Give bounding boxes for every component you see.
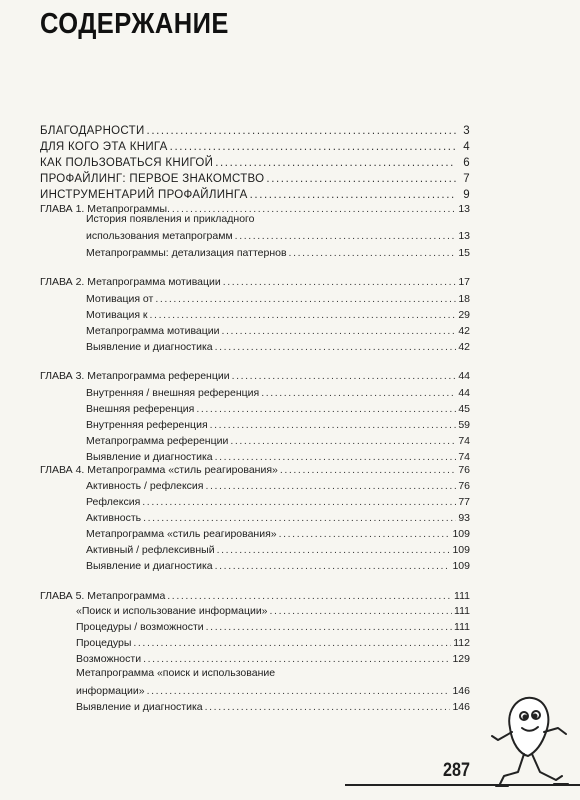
dot-leader	[155, 293, 456, 305]
dot-leader	[215, 341, 456, 353]
toc-entry-title: «Поиск и использование информации»	[76, 605, 268, 617]
toc-entry-title: Возможности	[76, 653, 142, 665]
toc-entry	[86, 560, 470, 572]
toc-entry-title: Активность	[86, 512, 142, 524]
toc-entry-page: 146	[452, 701, 470, 713]
toc-entry-page: 13	[458, 230, 470, 242]
toc-entry	[86, 451, 470, 463]
toc-entry-title: Выявление и диагностика	[76, 701, 203, 713]
toc-entry	[86, 512, 470, 524]
toc-entry-title: Внутренняя / внешняя референция	[86, 387, 260, 399]
toc-entry	[40, 464, 470, 476]
dot-leader	[196, 403, 456, 415]
toc-entry-title: Выявление и диагностика	[86, 560, 213, 572]
toc-entry-title: Выявление и диагностика	[86, 451, 213, 463]
toc-entry-page: 76	[458, 464, 470, 476]
toc-entry-page: 15	[458, 247, 470, 259]
toc-entry	[40, 276, 470, 288]
dot-leader	[170, 141, 456, 153]
toc-entry-title: Метапрограмма референции	[86, 435, 229, 447]
toc-entry-page: 111	[454, 590, 470, 602]
toc-entry-title: Процедуры	[76, 637, 132, 649]
toc-entry	[86, 544, 470, 556]
toc-entry-title: Мотивация к	[86, 309, 148, 321]
toc-entry-title: ИНСТРУМЕНТАРИЙ ПРОФАЙЛИНГА	[40, 189, 248, 201]
dot-leader	[147, 125, 456, 137]
toc-entry-title: ГЛАВА 4. Метапрограмма «стиль реагирования»	[40, 464, 278, 476]
toc-entry	[86, 247, 470, 259]
toc-entry	[86, 496, 470, 508]
toc-entry-title: Метапрограммы: детализация паттернов	[86, 247, 287, 259]
toc-entry-page: 76	[458, 480, 470, 492]
dot-leader	[235, 230, 456, 242]
dot-leader	[142, 496, 456, 508]
toc-entry-page: 109	[452, 560, 470, 572]
toc-entry	[76, 605, 470, 617]
toc-entry-page: 93	[458, 512, 470, 524]
toc-entry-page: 6	[463, 157, 470, 169]
dot-leader	[250, 189, 456, 201]
dot-leader	[205, 480, 456, 492]
toc-entry-title: Метапрограмма мотивации	[86, 325, 220, 337]
toc-entry-page: 44	[458, 387, 470, 399]
toc-entry-title: использования метапрограмм	[86, 230, 233, 242]
dot-leader	[223, 276, 456, 288]
toc-entry-page: 29	[458, 309, 470, 321]
toc-entry	[86, 435, 470, 447]
dot-leader	[280, 464, 456, 476]
dot-leader	[289, 247, 456, 259]
toc-entry-title: ПРОФАЙЛИНГ: ПЕРВОЕ ЗНАКОМСТВО	[40, 173, 265, 185]
toc-entry	[40, 173, 470, 185]
toc-entry-title: Мотивация от	[86, 293, 154, 305]
toc-entry-page: 109	[452, 544, 470, 556]
toc-entry	[40, 370, 470, 382]
dot-leader	[215, 451, 456, 463]
toc-entry-title: БЛАГОДАРНОСТИ	[40, 125, 145, 137]
toc-entry-title: ДЛЯ КОГО ЭТА КНИГА	[40, 141, 168, 153]
dot-leader	[279, 528, 451, 540]
toc-entry	[76, 653, 470, 665]
toc-entry-title: Процедуры / возможности	[76, 621, 204, 633]
dot-leader	[232, 370, 456, 382]
toc-entry	[86, 230, 470, 242]
page-number: 287	[443, 760, 470, 781]
toc-entry	[76, 685, 470, 697]
toc-entry	[76, 621, 470, 633]
dot-leader	[215, 157, 456, 169]
toc-entry-page: 59	[458, 419, 470, 431]
page-title: СОДЕРЖАНИЕ	[40, 8, 229, 40]
toc-entry-page: 3	[463, 125, 470, 137]
toc-entry-page: 17	[458, 276, 470, 288]
toc-entry-page: 42	[458, 341, 470, 353]
dot-leader	[133, 637, 451, 649]
toc-entry-title: ГЛАВА 5. Метапрограмма	[40, 590, 166, 602]
dot-leader	[210, 419, 456, 431]
toc-entry-title: ГЛАВА 3. Метапрограмма референции	[40, 370, 230, 382]
dot-leader	[147, 685, 451, 697]
toc-entry-page: 77	[458, 496, 470, 508]
toc-entry-title: ГЛАВА 1. Метапрограммы.	[40, 203, 170, 215]
dot-leader	[261, 387, 456, 399]
toc-entry	[86, 387, 470, 399]
dot-leader	[266, 173, 456, 185]
toc-entry	[86, 528, 470, 540]
dot-leader	[150, 309, 456, 321]
toc-entry-page: 13	[458, 203, 470, 215]
toc-entry-title: Метапрограмма «стиль реагирования»	[86, 528, 277, 540]
toc-entry-page: 44	[458, 370, 470, 382]
toc-entry	[76, 637, 470, 649]
toc-entry-page: 9	[463, 189, 470, 201]
toc-entry-page: 109	[452, 528, 470, 540]
toc-entry	[86, 341, 470, 353]
toc-entry-page: 111	[454, 605, 470, 617]
dot-leader	[167, 590, 452, 602]
toc-entry-title: информации»	[76, 685, 145, 697]
toc-entry	[86, 403, 470, 415]
toc-entry-page: 74	[458, 451, 470, 463]
toc-entry-page: 18	[458, 293, 470, 305]
toc-entry	[76, 701, 470, 713]
toc-entry-page: 4	[463, 141, 470, 153]
dot-leader	[215, 560, 451, 572]
toc-entry-page: 111	[454, 621, 470, 633]
running-mascot-icon	[488, 688, 580, 800]
dot-leader	[143, 512, 456, 524]
toc-entry-title: ГЛАВА 2. Метапрограмма мотивации	[40, 276, 221, 288]
toc-entry-title: Внутренняя референция	[86, 419, 208, 431]
toc-entry-page: 129	[452, 653, 470, 665]
toc-entry	[86, 309, 470, 321]
toc-entry-text: Метапрограмма «поиск и использование	[76, 667, 276, 679]
toc-entry	[40, 590, 470, 602]
toc-entry	[86, 325, 470, 337]
toc-entry	[40, 189, 470, 201]
toc-entry-title: Активность / рефлексия	[86, 480, 204, 492]
toc-entry-text: История появления и прикладного	[86, 213, 255, 225]
dot-leader	[222, 325, 456, 337]
toc-entry-title: Внешняя референция	[86, 403, 195, 415]
toc-entry-title: Активный / рефлексивный	[86, 544, 215, 556]
dot-leader	[217, 544, 451, 556]
toc-entry-page: 42	[458, 325, 470, 337]
toc-entry-page: 146	[452, 685, 470, 697]
toc-entry-page: 45	[458, 403, 470, 415]
toc-entry-title: Выявление и диагностика	[86, 341, 213, 353]
dot-leader	[270, 605, 453, 617]
dot-leader	[143, 653, 450, 665]
toc-entry-title: Рефлексия	[86, 496, 141, 508]
toc-entry	[40, 157, 470, 169]
toc-entry	[86, 293, 470, 305]
toc-entry-page: 74	[458, 435, 470, 447]
toc-entry-page: 112	[453, 637, 470, 649]
toc-entry	[86, 480, 470, 492]
dot-leader	[205, 701, 451, 713]
toc-entry-page: 7	[463, 173, 470, 185]
toc-entry	[40, 141, 470, 153]
dot-leader	[230, 435, 456, 447]
toc-entry	[40, 125, 470, 137]
toc-entry-title: КАК ПОЛЬЗОВАТЬСЯ КНИГОЙ	[40, 157, 214, 169]
dot-leader	[206, 621, 452, 633]
toc-entry	[86, 419, 470, 431]
